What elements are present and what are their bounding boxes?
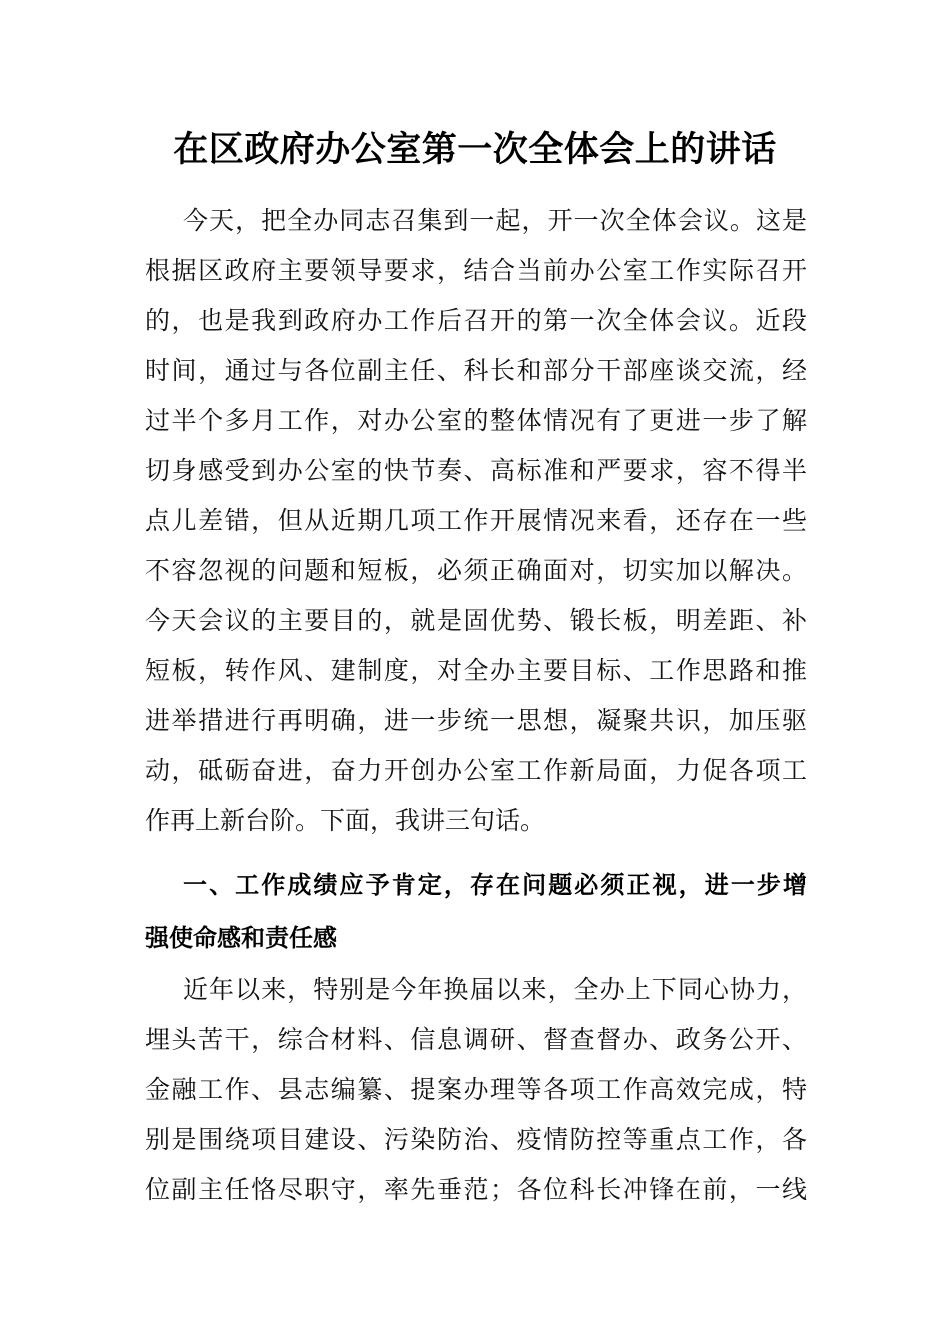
paragraph-line: 时间，通过与各位副主任、科长和部分干部座谈交流，经 — [145, 356, 807, 385]
paragraph-line: 动，砥砺奋进，奋力开创办公室工作新局面，力促各项工 — [145, 756, 807, 785]
paragraph-achievements — [145, 965, 807, 1215]
paragraph-line: 点儿差错，但从近期几项工作开展情况来看，还存在一些 — [145, 506, 807, 535]
paragraph-line: 作再上新台阶。下面，我讲三句话。 — [145, 806, 546, 835]
paragraph-line: 近年以来，特别是今年换届以来，全办上下同心协力， — [183, 975, 807, 1004]
section-heading-1 — [145, 859, 807, 965]
paragraph-line: 根据区政府主要领导要求，结合当前办公室工作实际召开 — [145, 256, 807, 285]
paragraph-line: 位副主任恪尽职守，率先垂范；各位科长冲锋在前，一线 — [145, 1175, 807, 1204]
paragraph-line: 金融工作、县志编纂、提案办理等各项工作高效完成，特 — [145, 1075, 807, 1104]
heading-line: 强使命感和责任感 — [145, 924, 337, 952]
document-title: 在区政府办公室第一次全体会上的讲话 — [173, 129, 777, 170]
paragraph-line: 今天会议的主要目的，就是固优势、锻长板，明差距、补 — [145, 606, 807, 635]
paragraph-intro — [145, 196, 807, 846]
paragraph-line: 的，也是我到政府办工作后召开的第一次全体会议。近段 — [145, 306, 807, 335]
paragraph-line: 不容忽视的问题和短板，必须正确面对，切实加以解决。 — [145, 556, 807, 585]
paragraph-line: 埋头苦干，综合材料、信息调研、督查督办、政务公开、 — [145, 1025, 807, 1054]
paragraph-line: 别是围绕项目建设、污染防治、疫情防控等重点工作，各 — [145, 1125, 807, 1154]
paragraph-line: 进举措进行再明确，进一步统一思想，凝聚共识，加压驱 — [145, 706, 807, 735]
paragraph-line: 过半个多月工作，对办公室的整体情况有了更进一步了解 — [145, 406, 807, 435]
paragraph-line: 今天，把全办同志召集到一起，开一次全体会议。这是 — [183, 206, 807, 235]
paragraph-line: 切身感受到办公室的快节奏、高标准和严要求，容不得半 — [145, 456, 807, 485]
paragraph-line: 短板，转作风、建制度，对全办主要目标、工作思路和推 — [145, 656, 807, 685]
heading-line: 一、工作成绩应予肯定，存在问题必须正视，进一步增 — [183, 871, 807, 899]
